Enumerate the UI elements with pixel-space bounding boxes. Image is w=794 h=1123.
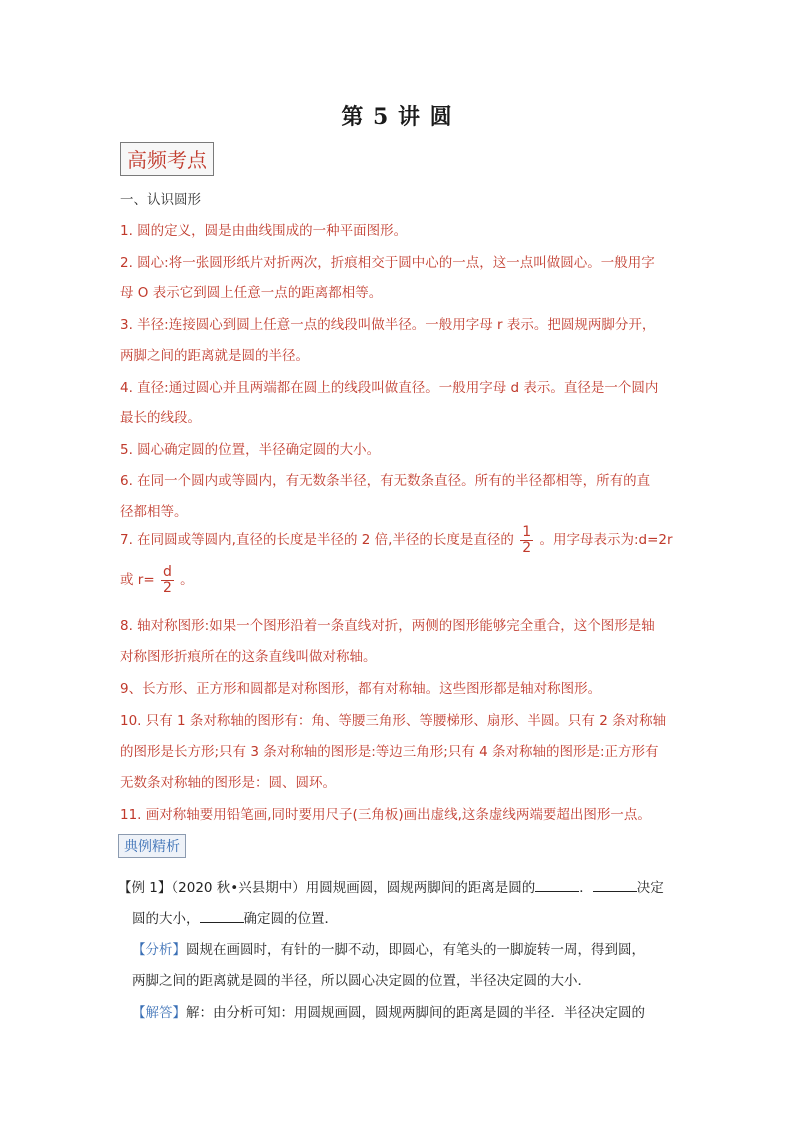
point-7-text-d: 。 xyxy=(180,572,194,589)
point-6-line-1: 6. 在同一个圆内或等圆内，有无数条半径，有无数条直径。所有的半径都相等，所有的直 xyxy=(120,473,651,489)
example-1-line-2 xyxy=(132,907,338,927)
example-1-line-1 xyxy=(118,876,664,896)
fraction-denominator: 2 xyxy=(522,539,532,556)
point-7-text-a: 7. 在同圆或等圆内,直径的长度是半径的 2 倍,半径的长度是直径的 xyxy=(120,532,514,549)
example-label: 【例 1】 xyxy=(118,880,172,896)
analysis-label: 【分析】 xyxy=(132,942,186,958)
answer-blank-1 xyxy=(535,879,579,892)
answer-blank-2 xyxy=(593,879,637,892)
point-10-line-2: 的图形是长方形;只有 3 条对称轴的图形是:等边三角形;只有 4 条对称轴的图形是:正方形有 xyxy=(120,744,659,760)
answer-label: 【解答】 xyxy=(132,1005,186,1021)
point-3-line-2: 两脚之间的距离就是圆的半径。 xyxy=(120,348,309,364)
point-2-line-2: 母 O 表示它到圆上任意一点的距离都相等。 xyxy=(120,285,383,301)
section-heading: 一、认识圆形 xyxy=(120,192,201,208)
example-question-d: 圆的大小， xyxy=(132,911,200,927)
example-question-e: 确定圆的位置． xyxy=(243,911,338,927)
example-question-c: 决定 xyxy=(636,880,664,896)
answer-text-1: 解：由分析可知：用圆规画圆，圆规两脚间的距离是圆的半径．半径决定圆的 xyxy=(186,1005,645,1021)
point-10-line-1: 10. 只有 1 条对称轴的图形有：角、等腰三角形、等腰梯形、扇形、半圆。只有 2 条对称轴 xyxy=(120,713,667,729)
answer-blank-3 xyxy=(200,910,244,923)
point-7-text-b: 。用字母表示为:d=2r xyxy=(539,532,673,549)
point-10-line-3: 无数条对称轴的图形是：圆、圆环。 xyxy=(120,775,336,791)
example-question-b: ． xyxy=(579,880,593,896)
point-11: 11. 画对称轴要用铅笔画,同时要用尺子(三角板)画出虚线,这条虚线两端要超出图形一点。 xyxy=(120,807,651,823)
point-7-line-2 xyxy=(120,565,194,595)
fraction-denominator: 2 xyxy=(162,579,172,596)
point-7-text-c: 或 r= xyxy=(120,572,155,589)
point-4-line-2: 最长的线段。 xyxy=(120,410,201,426)
example-question-a: （2020 秋•兴县期中）用圆规画圆，圆规两脚间的距离是圆的 xyxy=(171,880,536,896)
point-4-line-1: 4. 直径:通过圆心并且两端都在圆上的线段叫做直径。一般用字母 d 表示。直径是一个圆内 xyxy=(120,380,659,396)
point-8-line-2: 对称图形折痕所在的这条直线叫做对称轴。 xyxy=(120,649,377,665)
point-8-line-1: 8. 轴对称图形:如果一个图形沿着一条直线对折，两侧的图形能够完全重合，这个图形是轴 xyxy=(120,618,655,634)
analysis-line-1 xyxy=(132,938,645,958)
section-tag-hot-points: 高频考点 xyxy=(120,142,214,176)
answer-line-1 xyxy=(132,1001,645,1021)
point-6-line-2: 径都相等。 xyxy=(120,504,188,520)
fraction-one-half xyxy=(520,525,533,555)
point-9: 9、长方形、正方形和圆都是对称图形，都有对称轴。这些图形都是轴对称图形。 xyxy=(120,681,602,697)
fraction-d-over-2 xyxy=(161,565,174,595)
point-7-line-1 xyxy=(120,525,673,555)
section-tag-examples: 典例精析 xyxy=(118,834,186,858)
point-3-line-1: 3. 半径:连接圆心到圆上任意一点的线段叫做半径。一般用字母 r 表示。把圆规两脚分开， xyxy=(120,317,656,333)
point-2-line-1: 2. 圆心:将一张圆形纸片对折两次，折痕相交于圆中心的一点，这一点叫做圆心。一般用字 xyxy=(120,255,655,271)
page-title: 第 5 讲 圆 xyxy=(341,104,453,130)
fraction-numerator: 1 xyxy=(522,524,532,540)
fraction-numerator: d xyxy=(161,565,174,581)
analysis-text-1: 圆规在画圆时，有针的一脚不动，即圆心，有笔头的一脚旋转一周，得到圆， xyxy=(186,942,645,958)
analysis-line-2: 两脚之间的距离就是圆的半径，所以圆心决定圆的位置，半径决定圆的大小． xyxy=(132,973,591,989)
point-5: 5. 圆心确定圆的位置，半径确定圆的大小。 xyxy=(120,442,381,458)
point-1: 1. 圆的定义，圆是由曲线围成的一种平面图形。 xyxy=(120,223,408,239)
